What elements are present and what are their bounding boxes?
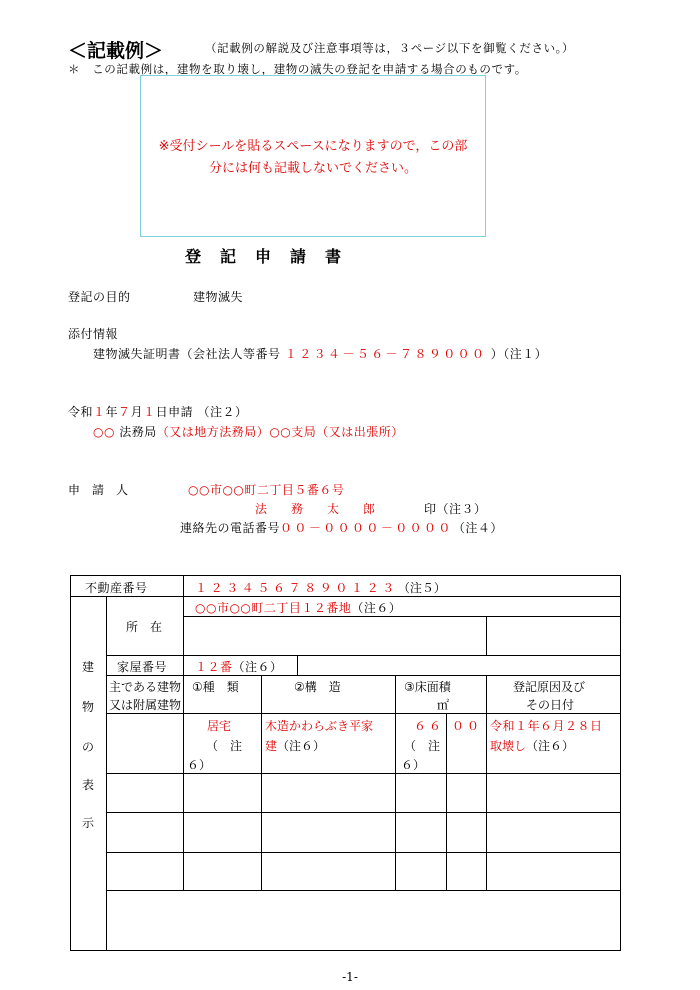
- attachment-suffix: ）（注１）: [490, 347, 548, 361]
- house-number: [195, 658, 283, 675]
- office-alt1: （又は地方法務局）: [156, 425, 270, 439]
- date-day: １: [143, 405, 156, 419]
- corp-number: １２３４－５６－７８９０００: [284, 347, 487, 361]
- attachment-item: [93, 345, 547, 362]
- floor-area-integer: ６６: [414, 719, 445, 733]
- col-structure: ②構 造: [294, 680, 341, 694]
- col-type: ①種 類: [192, 680, 239, 694]
- application-date: [68, 403, 247, 420]
- side-char-2: 物: [82, 700, 95, 714]
- property-number-label: 不動産番号: [85, 581, 148, 595]
- applicant-address: ○○市○○町二丁目５番６号: [188, 483, 345, 497]
- date-day-unit: 日申請: [155, 405, 194, 419]
- example-title: ＜記載例＞: [68, 40, 164, 62]
- title-note: （記載例の解説及び注意事項等は，３ページ以下を御覧ください。）: [205, 41, 575, 55]
- phone-number: ００－００００－００００: [280, 521, 453, 535]
- structure-line-2: [265, 737, 325, 754]
- seal-note: 印（注３）: [424, 502, 487, 516]
- building-table: [70, 575, 621, 951]
- floor-area-note-1: （ 注: [404, 739, 441, 753]
- side-char-3: の: [82, 740, 95, 754]
- col-cause-1: 登記原因及び: [513, 680, 586, 694]
- office-name: ○○: [93, 425, 115, 439]
- house-number-label: 家屋番号: [117, 660, 168, 674]
- page-number: -1-: [342, 970, 358, 984]
- col-main-building-1: 主である建物: [109, 680, 182, 694]
- side-char-1: 建: [82, 660, 95, 674]
- structure-value-1: 木造かわらぶき平家: [265, 719, 374, 733]
- structure-note: （注６）: [277, 739, 326, 753]
- structure-value-2: 建: [265, 739, 278, 753]
- floor-area-decimal: ００: [452, 719, 483, 733]
- sticker-line-1: ※受付シールを貼るスペースになりますので，この部: [158, 139, 468, 154]
- receipt-sticker-instruction: [141, 136, 485, 180]
- property-number-note: （注５）: [397, 581, 446, 595]
- type-value: 居宅: [207, 719, 232, 733]
- location-value: ○○市○○町二丁目１２番地: [195, 601, 352, 615]
- property-number: [195, 579, 446, 596]
- phone-note: （注４）: [452, 521, 503, 535]
- attachments-label: 添付情報: [68, 327, 119, 341]
- attachment-prefix: 建物滅失証明書（会社法人等番号: [93, 347, 281, 361]
- applicant-label: 申 請 人: [68, 483, 129, 497]
- receipt-sticker-area: [140, 75, 486, 237]
- cause-value-2: 取壊し: [490, 739, 527, 753]
- date-note: （注２）: [197, 405, 248, 419]
- location-note: （注６）: [351, 601, 402, 615]
- floor-area-note-2: ６）: [401, 758, 426, 772]
- office-alt2: （又は出張所）: [316, 425, 404, 439]
- side-char-4: 表: [82, 778, 95, 792]
- date-month-unit: 月: [130, 405, 144, 419]
- registry-office: [93, 423, 404, 440]
- col-cause-2: その日付: [526, 698, 575, 712]
- cause-line-2: [490, 737, 574, 754]
- col-floor-area: ③床面積: [404, 680, 451, 694]
- location: [195, 599, 401, 616]
- type-note-1: （ 注: [206, 739, 243, 753]
- cause-value-1: 令和１年６月２８日: [490, 719, 603, 733]
- phone-line: [180, 519, 503, 536]
- property-number-value: １２３４５６７８９０１２３: [195, 581, 398, 595]
- date-year-unit: 年: [105, 405, 119, 419]
- col-main-building-2: 又は附属建物: [109, 698, 182, 712]
- purpose-label: 登記の目的: [68, 290, 131, 304]
- purpose-value: 建物滅失: [193, 290, 244, 304]
- cause-note: （注６）: [526, 739, 575, 753]
- date-month: ７: [118, 405, 131, 419]
- house-number-note: （注６）: [232, 660, 283, 674]
- phone-label: 連絡先の電話番号: [180, 521, 281, 535]
- type-note-2: ６）: [187, 758, 212, 772]
- date-era: 令和: [68, 405, 94, 419]
- document-title: 登記申請書: [185, 247, 361, 266]
- office-branch: ○○支局: [269, 425, 317, 439]
- date-year: １: [93, 405, 106, 419]
- applicant-name: 法 務 太 郎: [255, 502, 376, 516]
- example-note: ＊ この記載例は，建物を取り壊し，建物の滅失の登記を申請する場合のものです。: [68, 62, 527, 76]
- house-number-value: １２番: [195, 660, 233, 674]
- sticker-line-2: 分には何も記載しないでください。: [208, 161, 417, 176]
- location-label: 所 在: [126, 620, 163, 634]
- side-char-5: 示: [82, 816, 95, 830]
- col-floor-area-unit: ㎡: [437, 698, 450, 712]
- office-bureau: 法務局: [119, 425, 157, 439]
